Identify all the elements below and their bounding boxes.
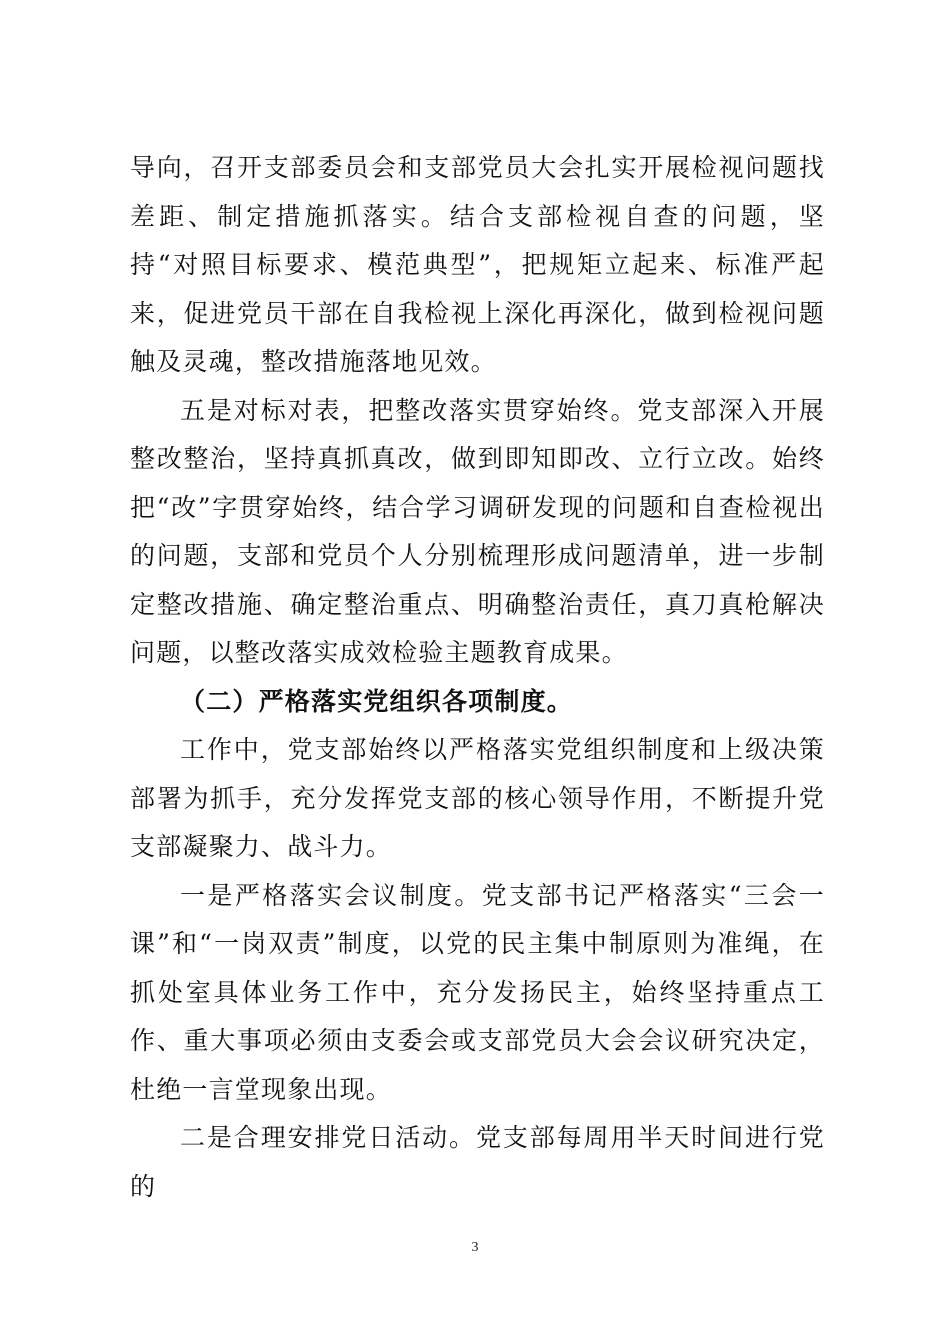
paragraph-continuation: 导向，召开支部委员会和支部党员大会扎实开展检视问题找差距、制定措施抓落实。结合支部检视自查的问题，坚持“对照目标要求、模范典型”，把规矩立起来、标准严起来，促进党员干部在自我检视上深化再深化，做到检视问题触及灵魂，整改措施落地见效。 bbox=[130, 153, 825, 376]
paragraph-party-day: 二是合理安排党日活动。党支部每周用半天时间进行党的 bbox=[130, 1123, 825, 1201]
document-body bbox=[130, 144, 825, 1211]
paragraph-intro: 工作中，党支部始终以严格落实党组织制度和上级决策部署为抓手，充分发挥党支部的核心领导作用，不断提升党支部凝聚力、战斗力。 bbox=[130, 735, 825, 861]
section-heading: （二）严格落实党组织各项制度。 bbox=[180, 686, 574, 716]
paragraph-rectification: 五是对标对表，把整改落实贯穿始终。党支部深入开展整改整治，坚持真抓真改，做到即知即改、立行立改。始终把“改”字贯穿始终，结合学习调研发现的问题和自查检视出的问题，支部和党员个人分别梳理形成问题清单，进一步制定整改措施、确定整治重点、明确整治责任，真刀真枪解决问题，以整改落实成效检验主题教育成果。 bbox=[130, 395, 825, 667]
paragraph-meeting-system: 一是严格落实会议制度。党支部书记严格落实“三会一课”和“一岗双责”制度，以党的民主集中制原则为准绳，在抓处室具体业务工作中，充分发扬民主，始终坚持重点工作、重大事项必须由支委会或支部党员大会会议研究决定，杜绝一言堂现象出现。 bbox=[130, 880, 825, 1104]
page-number: 3 bbox=[471, 1240, 479, 1255]
